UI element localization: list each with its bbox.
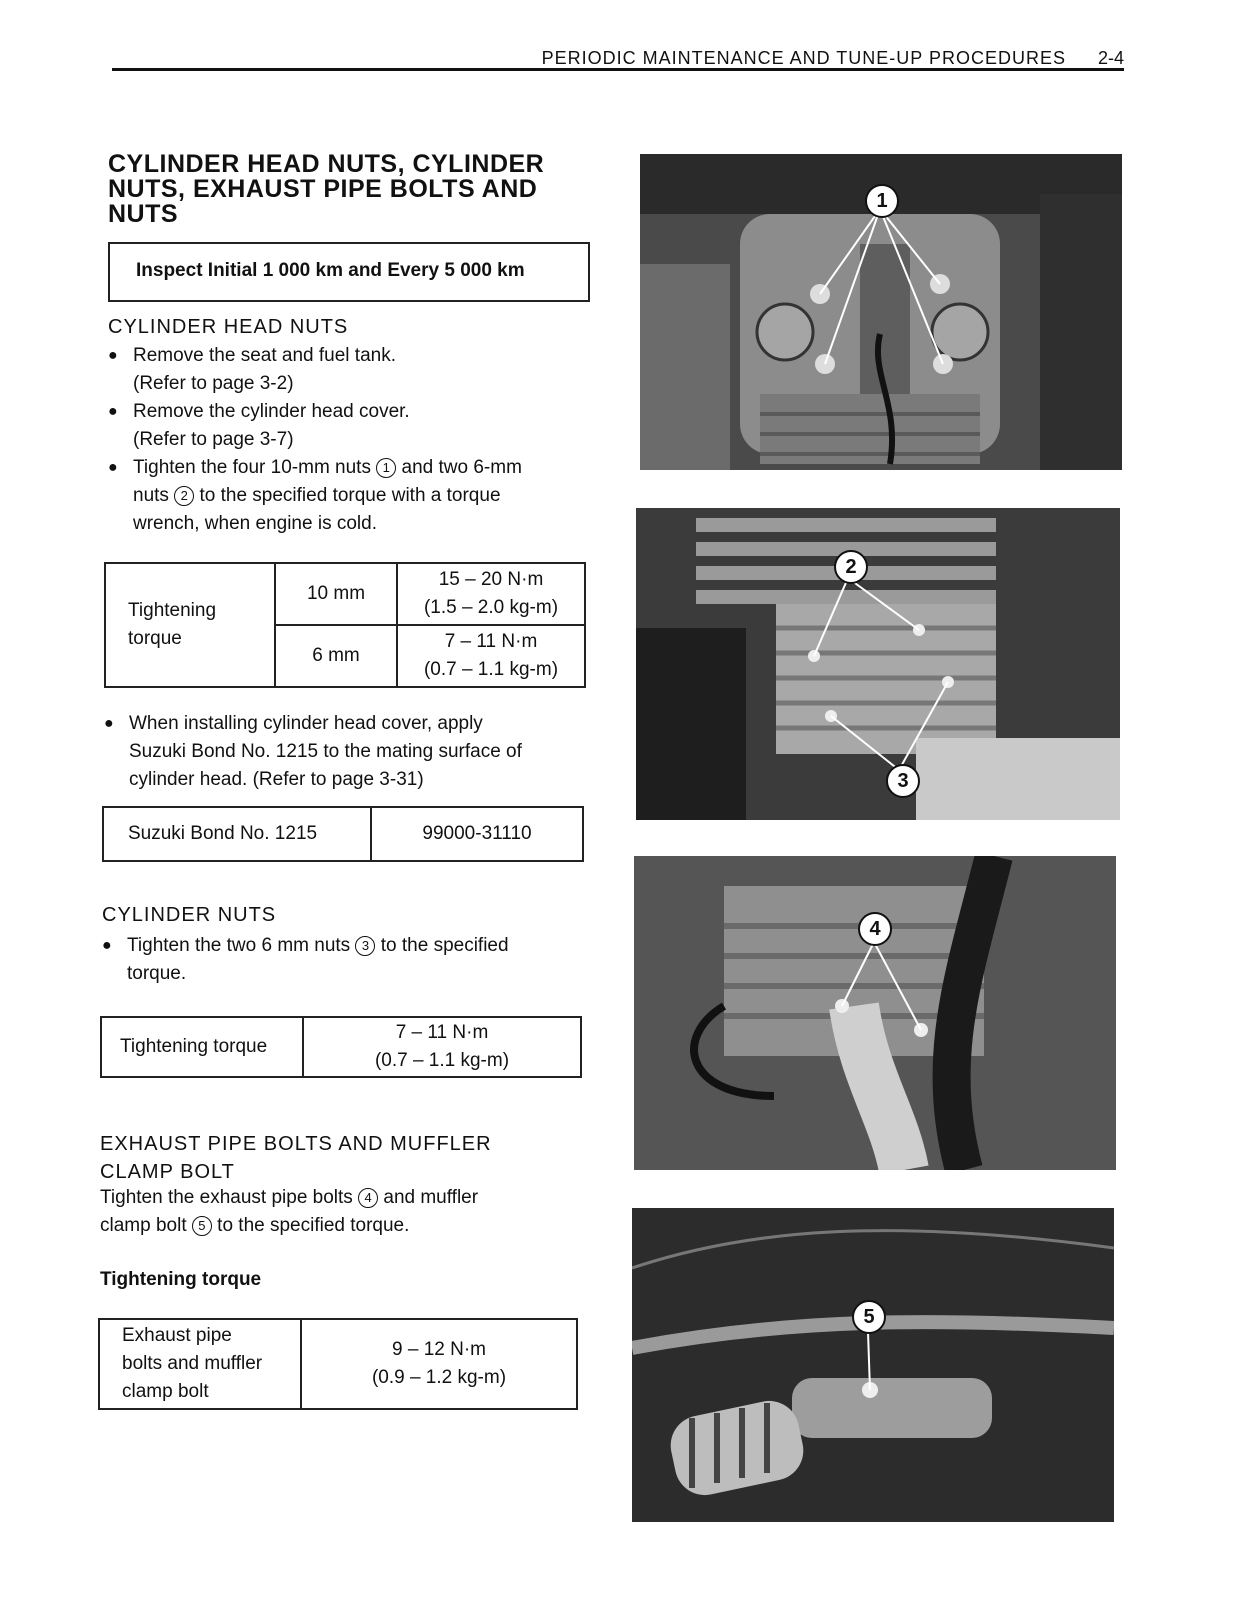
head-nuts-torque-table bbox=[104, 562, 586, 688]
header-rule bbox=[112, 68, 1124, 71]
bullet-text: Suzuki Bond No. 1215 to the mating surface of bbox=[129, 741, 522, 762]
head-nuts-heading: CYLINDER HEAD NUTS bbox=[108, 316, 349, 338]
callout-5: 5 bbox=[852, 1300, 886, 1334]
list-item bbox=[108, 454, 588, 538]
list-item bbox=[108, 342, 588, 398]
bullet-text: Tighten the two 6 mm nuts bbox=[127, 935, 351, 956]
ref-marker: 5 bbox=[192, 1216, 212, 1236]
exhaust-text bbox=[100, 1184, 578, 1240]
table-cell bbox=[397, 563, 585, 625]
ref-marker: 3 bbox=[355, 936, 375, 956]
table-cell bbox=[301, 1319, 577, 1409]
page-title bbox=[108, 152, 588, 227]
cell-text: bolts and muffler bbox=[122, 1353, 263, 1374]
muffler-clamp-photo bbox=[632, 1208, 1114, 1522]
table-cell bbox=[99, 1319, 301, 1409]
bullet-text: Tighten the four 10-mm nuts bbox=[133, 457, 371, 478]
cylinder-photo bbox=[636, 508, 1120, 820]
page-number: 2-4 bbox=[1097, 48, 1124, 68]
list-item bbox=[104, 710, 582, 794]
bullet-text: cylinder head. (Refer to page 3-31) bbox=[129, 769, 424, 790]
cell-text: 15 – 20 N·m bbox=[438, 569, 544, 590]
body-text: Tighten the exhaust pipe bolts bbox=[100, 1187, 353, 1208]
inspect-interval-text: Inspect Initial 1 000 km and Every 5 000 km bbox=[136, 260, 525, 281]
table-cell bbox=[303, 1017, 581, 1077]
bullet-text: Remove the seat and fuel tank. bbox=[133, 345, 396, 366]
cell-text: (0.9 – 1.2 kg-m) bbox=[371, 1367, 507, 1388]
bullet-text: (Refer to page 3-2) bbox=[133, 373, 294, 394]
cell-text: Exhaust pipe bbox=[122, 1325, 232, 1346]
cell-text: 7 – 11 N·m bbox=[395, 1022, 489, 1043]
inspect-interval-box bbox=[108, 242, 590, 302]
page-header bbox=[112, 48, 1124, 72]
cyl-nuts-heading: CYLINDER NUTS bbox=[102, 904, 277, 926]
bullet-text: (Refer to page 3-7) bbox=[133, 429, 294, 450]
table-cell: Tightening torque bbox=[101, 1017, 303, 1077]
body-text: clamp bolt bbox=[100, 1215, 187, 1236]
bond-table bbox=[102, 806, 584, 862]
cell-text: (1.5 – 2.0 kg-m) bbox=[423, 597, 559, 618]
exhaust-pipe-photo bbox=[634, 856, 1116, 1170]
exhaust-pipe-illustration bbox=[634, 856, 1116, 1170]
body-text: to the specified torque. bbox=[217, 1215, 410, 1236]
bullet-dot: ● bbox=[108, 459, 118, 476]
bullet-text: and two 6-mm bbox=[401, 457, 522, 478]
title-line-1: CYLINDER HEAD NUTS, CYLINDER bbox=[108, 150, 545, 178]
cell-text: (0.7 – 1.1 kg-m) bbox=[423, 659, 559, 680]
callout-2: 2 bbox=[834, 550, 868, 584]
callout-4: 4 bbox=[858, 912, 892, 946]
table-cell: 6 mm bbox=[275, 625, 397, 687]
muffler-clamp-illustration bbox=[632, 1208, 1114, 1522]
table-cell: 10 mm bbox=[275, 563, 397, 625]
cyl-nuts-torque-table bbox=[100, 1016, 582, 1078]
table-cell: 99000-31110 bbox=[371, 807, 583, 861]
bullet-text: When installing cylinder head cover, apply bbox=[129, 713, 483, 734]
exhaust-subheading: Tightening torque bbox=[100, 1269, 262, 1290]
heading-line: EXHAUST PIPE BOLTS AND MUFFLER bbox=[100, 1133, 492, 1155]
list-item bbox=[108, 398, 588, 454]
exhaust-heading bbox=[100, 1130, 492, 1186]
section-title: PERIODIC MAINTENANCE AND TUNE-UP PROCEDURES bbox=[541, 48, 1066, 68]
bullet-dot: ● bbox=[102, 937, 112, 954]
bullet-dot: ● bbox=[108, 403, 118, 420]
callout-1: 1 bbox=[865, 184, 899, 218]
cell-text: Tightening bbox=[128, 600, 217, 621]
exhaust-torque-table bbox=[98, 1318, 578, 1410]
cell-text: clamp bolt bbox=[122, 1381, 209, 1402]
table-cell: Suzuki Bond No. 1215 bbox=[103, 807, 371, 861]
bullet-text: nuts bbox=[133, 485, 169, 506]
bullet-dot: ● bbox=[108, 347, 118, 364]
cell-text: 9 – 12 N·m bbox=[392, 1339, 486, 1360]
cell-text: torque bbox=[128, 628, 182, 649]
ref-marker: 4 bbox=[358, 1188, 378, 1208]
cell-text: 7 – 11 N·m bbox=[444, 631, 538, 652]
bullet-dot: ● bbox=[104, 715, 114, 732]
title-line-2: NUTS, EXHAUST PIPE BOLTS AND bbox=[108, 175, 538, 203]
list-item bbox=[102, 932, 580, 988]
title-line-3: NUTS bbox=[108, 200, 179, 228]
bullet-text: to the specified bbox=[380, 935, 509, 956]
ref-marker: 2 bbox=[174, 486, 194, 506]
bullet-text: to the specified torque with a torque bbox=[199, 485, 501, 506]
bullet-text: Remove the cylinder head cover. bbox=[133, 401, 410, 422]
table-cell bbox=[105, 563, 275, 687]
callout-3: 3 bbox=[886, 764, 920, 798]
cylinder-head-photo bbox=[640, 154, 1122, 470]
ref-marker: 1 bbox=[376, 458, 396, 478]
bullet-text: wrench, when engine is cold. bbox=[133, 513, 377, 534]
table-cell bbox=[397, 625, 585, 687]
cylinder-illustration bbox=[636, 508, 1120, 820]
cell-text: (0.7 – 1.1 kg-m) bbox=[374, 1050, 510, 1071]
body-text: and muffler bbox=[383, 1187, 479, 1208]
bullet-text: torque. bbox=[127, 963, 187, 984]
heading-line: CLAMP BOLT bbox=[100, 1161, 235, 1183]
